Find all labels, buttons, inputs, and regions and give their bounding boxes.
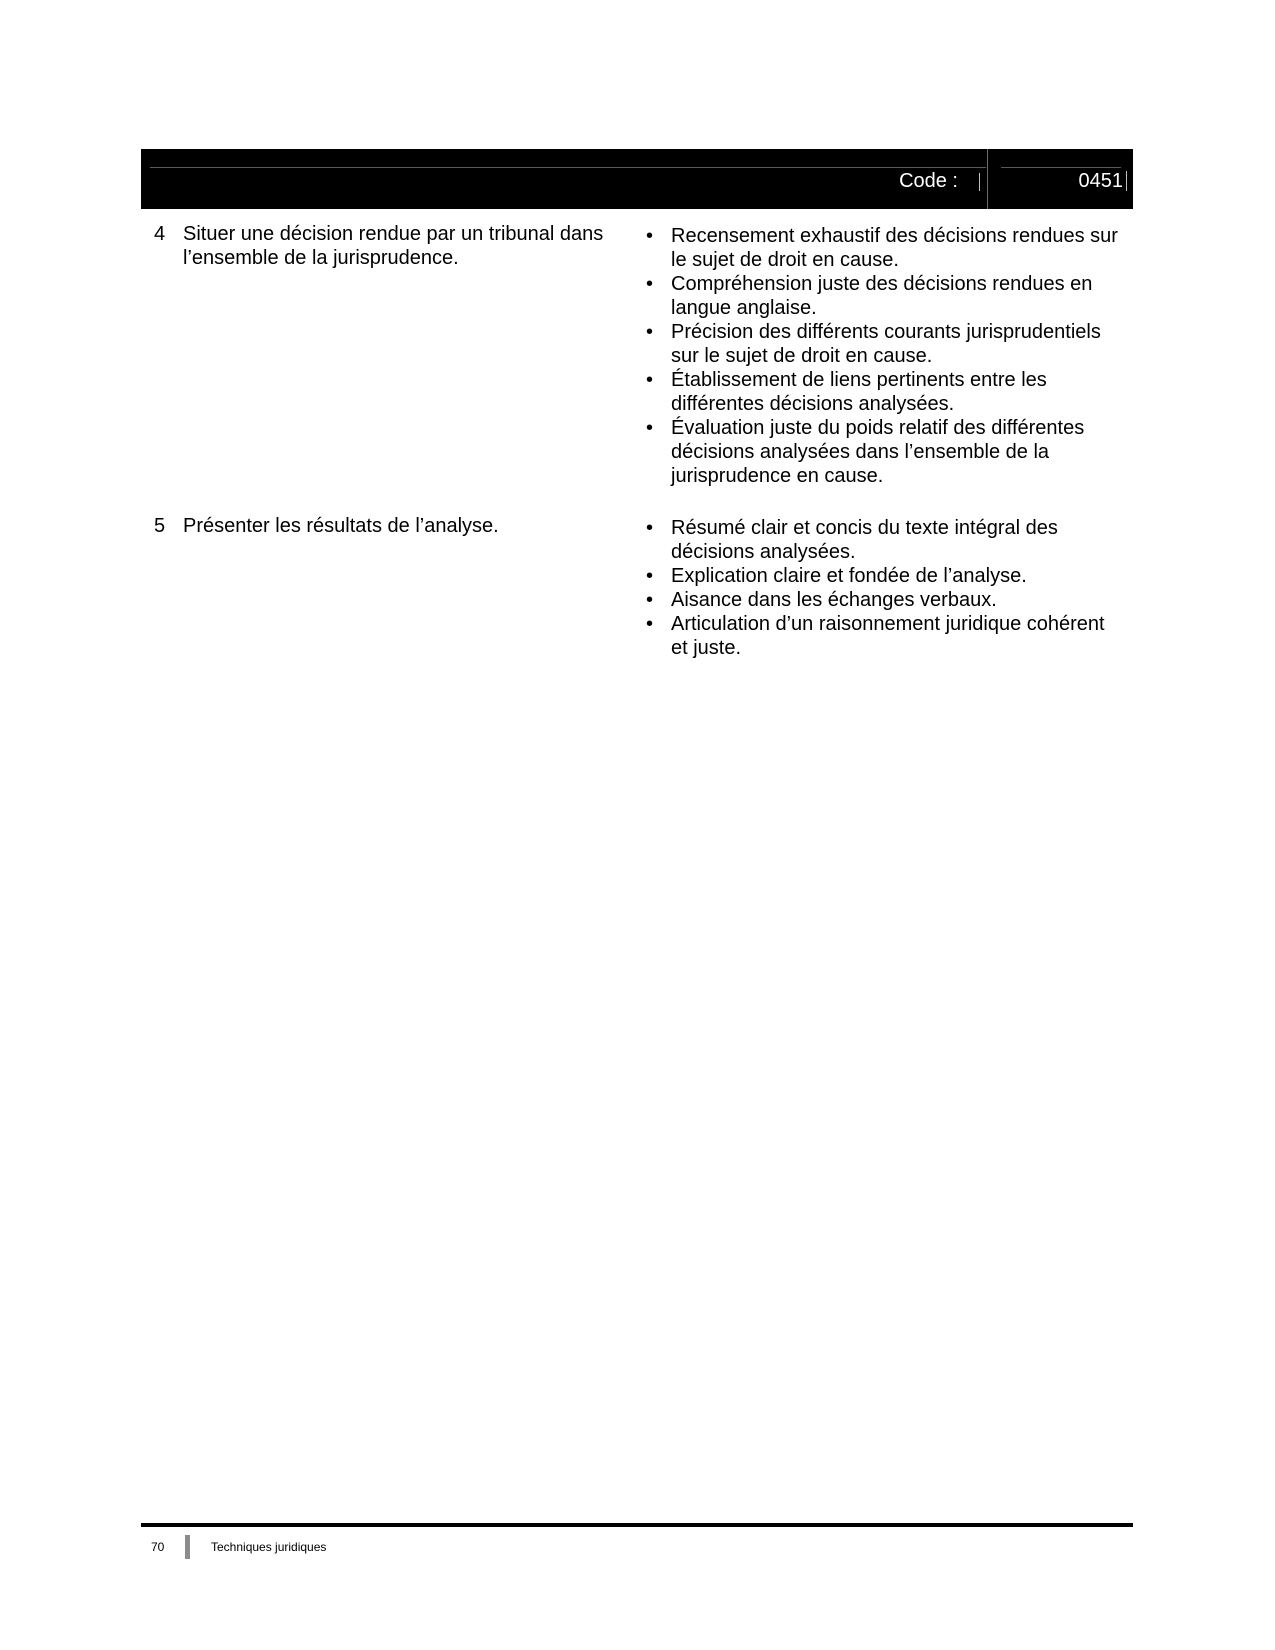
criteria-list [646,516,1126,660]
criteria-item [646,368,1126,416]
header-bar [141,149,1133,209]
criteria-text: Précision des différents courants jurisprudentiels sur le sujet de droit en cause. [671,321,1101,367]
criteria-item [646,224,1126,272]
footer-title: Techniques juridiques [211,1540,327,1554]
header-divider [1126,171,1127,191]
criteria-text: Articulation d’un raisonnement juridique cohérent et juste. [671,613,1105,659]
element-text: Situer une décision rendue par un tribunal dans l’ensemble de la jurisprudence. [183,223,604,269]
footer-divider [185,1535,190,1559]
criteria-text: Recensement exhaustif des décisions rendues sur le sujet de droit en cause. [671,225,1118,271]
bullet: • [646,321,654,343]
criteria-text: Compréhension juste des décisions rendues en langue anglaise. [671,273,1093,319]
bullet: • [646,613,654,635]
criteria-text: Établissement de liens pertinents entre les différentes décisions analysées. [671,369,1047,415]
criteria-item [646,612,1126,660]
criteria-text: Aisance dans les échanges verbaux. [671,589,997,611]
criteria-list [646,224,1126,488]
page-number: 70 [151,1540,165,1554]
bullet: • [646,565,654,587]
criteria-text: Évaluation juste du poids relatif des différentes décisions analysées dans l’ensemble de la jurisprudence en cause. [671,417,1085,487]
header-rule [1001,167,1121,168]
criteria-item [646,564,1126,588]
footer-rule [141,1523,1133,1527]
element-number: 4 [154,223,166,245]
header-rule [150,167,986,168]
header-divider [987,149,988,209]
criteria-item [646,416,1126,488]
code-value: 0451 [1078,170,1123,192]
element-number: 5 [154,515,166,537]
bullet: • [646,273,654,295]
bullet: • [646,369,654,391]
criteria-item [646,588,1126,612]
criteria-text: Explication claire et fondée de l’analyse. [671,565,1027,587]
code-label: Code : [899,170,958,192]
criteria-text: Résumé clair et concis du texte intégral des décisions analysées. [671,517,1058,563]
criteria-item [646,516,1126,564]
criteria-item [646,272,1126,320]
bullet: • [646,589,654,611]
bullet: • [646,517,654,539]
bullet: • [646,225,654,247]
element-text: Présenter les résultats de l’analyse. [183,515,499,537]
criteria-item [646,320,1126,368]
bullet: • [646,417,654,439]
header-divider [979,173,980,191]
